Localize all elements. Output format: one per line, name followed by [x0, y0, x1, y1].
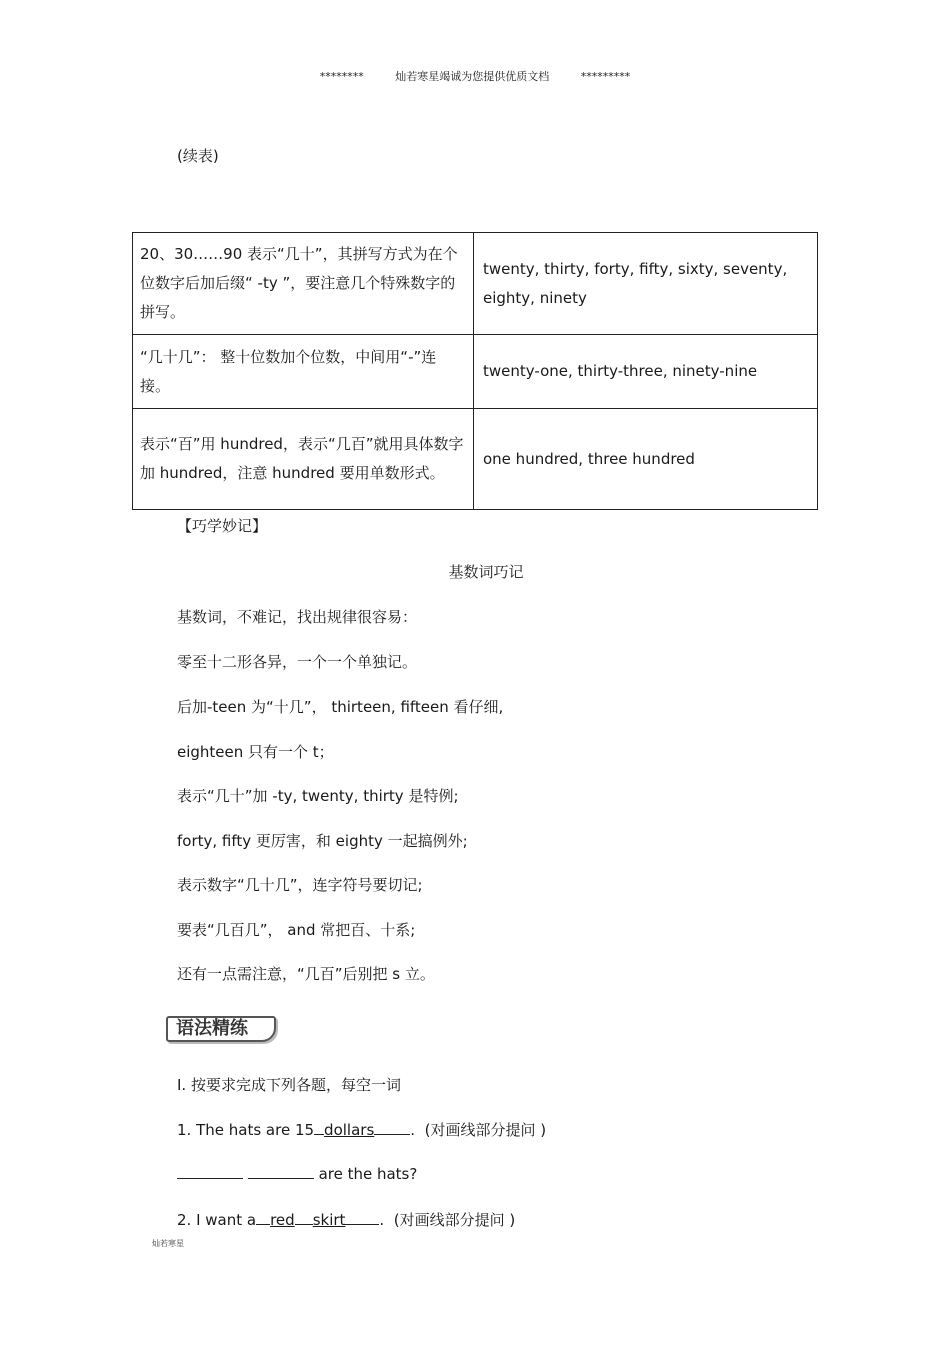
example-cell — [474, 233, 818, 335]
example-text: twenty, thirty, forty, fifty, sixty, seventy, eighty, ninety — [483, 259, 788, 307]
question-end: . — [379, 1211, 385, 1229]
grammar-practice-badge: 语法精练 — [166, 1016, 276, 1042]
answer-tail: are the hats? — [318, 1165, 418, 1183]
question-text: I want a — [196, 1211, 257, 1229]
blank — [374, 1120, 410, 1135]
underlined-word: skirt — [312, 1211, 346, 1229]
question-note: (对画线部分提问 ) — [393, 1211, 516, 1229]
rule-text: 20、30……90 表示“几十”，其拼写方式为在个位数字后加后缀“ -ty ”，要注意几个特殊数字的拼写。 — [140, 245, 458, 321]
underlined-word: red — [270, 1211, 295, 1229]
poem-line: 后加-teen 为“十几”， thirteen, fifteen 看仔细, — [177, 698, 504, 716]
exercise-heading: Ⅰ. 按要求完成下列各题，每空一词 — [177, 1076, 401, 1094]
question-1 — [177, 1119, 546, 1140]
example-cell — [474, 409, 818, 510]
table-row — [133, 335, 818, 409]
blank — [256, 1210, 270, 1225]
table-row — [133, 233, 818, 335]
tips-heading: 【巧学妙记】 — [177, 517, 268, 535]
poem-line: 还有一点需注意，“几百”后别把 s 立。 — [177, 965, 435, 983]
rule-cell — [133, 335, 474, 409]
example-text: one hundred, three hundred — [483, 449, 695, 468]
poem-line: forty, fifty 更厉害，和 eighty 一起搞例外; — [177, 832, 468, 850]
question-2 — [177, 1209, 515, 1230]
answer-blank[interactable] — [248, 1164, 314, 1179]
poem-line: eighteen 只有一个 t； — [177, 743, 334, 761]
question-note: (对画线部分提问 ) — [424, 1121, 547, 1139]
continued-label: (续表) — [177, 147, 219, 165]
example-cell — [474, 335, 818, 409]
poem-title: 基数词巧记 — [448, 563, 524, 581]
rule-cell — [133, 233, 474, 335]
table-row — [133, 409, 818, 510]
underlined-word: dollars — [324, 1121, 375, 1139]
poem-line: 要表“几百几”， and 常把百、十系; — [177, 921, 416, 939]
poem-line: 表示“几十”加 -ty, twenty, thirty 是特例; — [177, 787, 459, 805]
rule-text: 表示“百”用 hundred，表示“几百”就用具体数字加 hundred，注意 hundred 要用单数形式。 — [140, 435, 464, 482]
question-end: . — [410, 1121, 416, 1139]
header-text: 灿若寒星竭诚为您提供优质文档 — [395, 70, 550, 83]
answer-blank[interactable] — [177, 1164, 243, 1179]
header-stars-right: ********* — [580, 70, 631, 83]
blank — [314, 1120, 324, 1135]
example-text: twenty-one, thirty-three, ninety-nine — [483, 362, 758, 380]
blank — [345, 1210, 379, 1225]
header-stars-left: ******** — [319, 70, 364, 83]
numeral-rules-table — [132, 232, 818, 510]
question-text: The hats are 15 — [196, 1121, 315, 1139]
question-number: 2. — [177, 1211, 192, 1229]
blank — [295, 1210, 313, 1225]
poem-line: 零至十二形各异，一个一个单独记。 — [177, 653, 418, 671]
poem-line: 基数词，不难记，找出规律很容易： — [177, 608, 418, 626]
page-footer: 灿若寒星 — [152, 1239, 184, 1248]
poem-line: 表示数字“几十几”，连字符号要切记; — [177, 876, 423, 894]
question-number: 1. — [177, 1121, 192, 1139]
rule-text: “几十几”： 整十位数加个位数，中间用“-”连接。 — [140, 347, 437, 395]
question-1-answer — [177, 1164, 417, 1183]
page-header — [0, 68, 950, 84]
rule-cell — [133, 409, 474, 510]
